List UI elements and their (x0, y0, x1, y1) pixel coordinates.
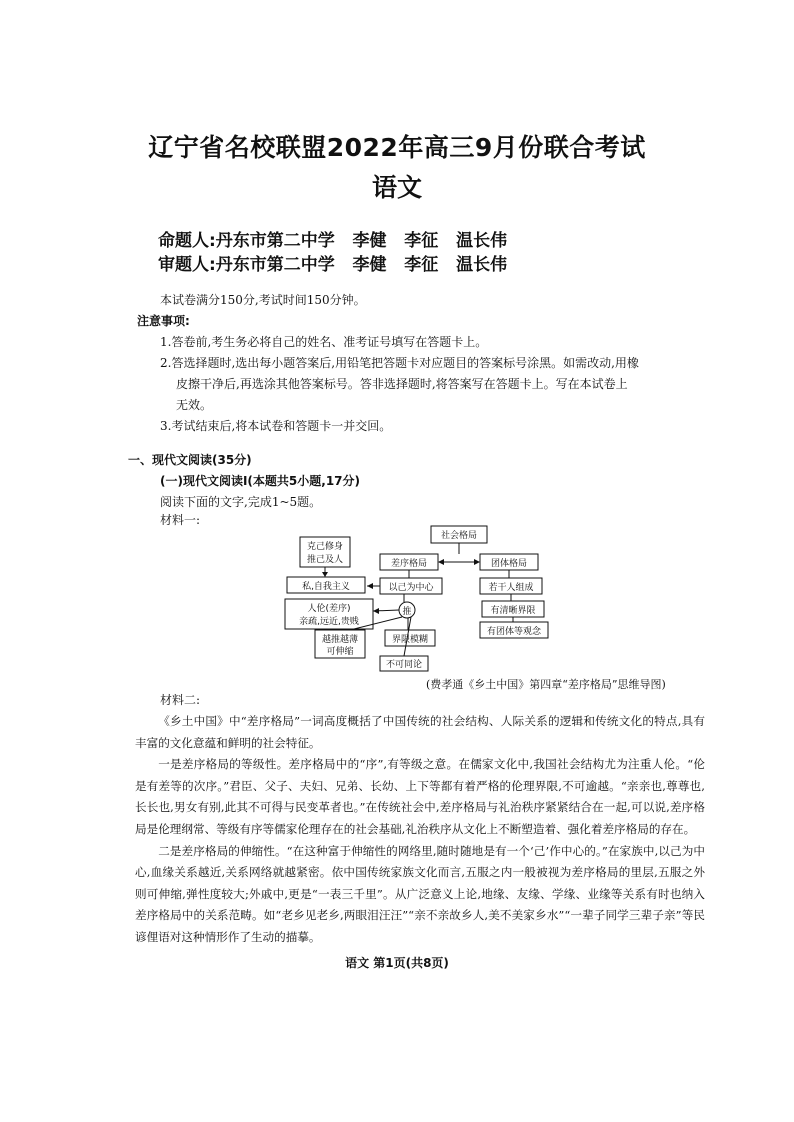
exam-info: 本试卷满分150分,考试时间150分钟。 (160, 293, 366, 307)
diagram-node-clear-boundary: 有清晰界限 (490, 606, 536, 616)
diagram-node-self-center: 以己为中心 (388, 583, 434, 593)
note-2: 2.答选择题时,选出每小题答案后,用铅笔把答题卡对应题目的答案标号涂黑。如需改动,用橡 (160, 356, 639, 370)
section-heading: 一、现代文阅读(35分) (128, 453, 252, 467)
material2-body (135, 711, 705, 949)
diagram-node-no-collective: 不可同论 (385, 660, 423, 670)
material2-label: 材料二: (160, 693, 201, 707)
diagram-node-group: 团体格局 (490, 559, 528, 569)
instruction: 阅读下面的文字,完成1~5题。 (160, 495, 322, 509)
diagram-node-equal-concept: 有团体等观念 (486, 627, 542, 637)
page-footer: 语文 第1页(共8页) (345, 956, 449, 970)
exam-title: 辽宁省名校联盟2022年高三9月份联合考试 (148, 133, 646, 162)
diagram-caption: (费孝通《乡土中国》第四章“差序格局”思维导图) (426, 678, 666, 691)
diagram-node-stretch-1: 越推越薄 (321, 635, 359, 645)
note-1: 1.答卷前,考生务必将自己的姓名、准考证号填写在答题卡上。 (160, 335, 488, 349)
material2-paragraph-2: 一是差序格局的等级性。差序格局中的“序”,有等级之意。在儒家文化中,我国社会结构尤为注重人伦。“伦是有差等的次序。”君臣、父子、夫妇、兄弟、长幼、上下等都有着严格的伦理界限,不可逾越。“亲亲也,尊尊也,长长也,男女有别,此其不可得与民变革者也。”在传统社会中,差序格局与礼治秩序紧紧结合在一起,可以说,差序格局是伦理纲常、等级有序等儒家伦理存在的社会基础,礼治秩序从文化上不断塑造着、强化着差序格局的存在。 (135, 757, 705, 836)
mind-map-diagram (280, 525, 580, 673)
material1-label: 材料一: (160, 513, 201, 527)
diagram-node-self-cultivation-1: 克己修身 (306, 542, 344, 552)
note-3: 3.考试结束后,将本试卷和答题卡一并交回。 (160, 419, 392, 433)
diagram-node-blurry-boundary: 界限模糊 (391, 635, 429, 645)
subject-title: 语文 (371, 173, 422, 202)
notes-heading: 注意事项: (137, 314, 190, 328)
setter-line: 命题人:丹东市第二中学 李健 李征 温长伟 (158, 231, 508, 251)
reviewer-line: 审题人:丹东市第二中学 李健 李征 温长伟 (158, 255, 508, 275)
material2-paragraph-3: 二是差序格局的伸缩性。“在这种富于伸缩性的网络里,随时随地是有一个‘己’作中心的。”在家族中,以己为中心,血缘关系越近,关系网络就越紧密。依中国传统家族文化而言,五服之内一般被视为差序格局的里层,五服之外则可伸缩,弹性度较大;外戚中,更是“一表三千里”。从广泛意义上论,地缘、友缘、学缘、业缘等关系有时也纳入差序格局中的关系范畴。如“老乡见老乡,两眼泪汪汪”“亲不亲故乡人,美不美家乡水”“一辈子同学三辈子亲”等民谚俚语对这种情形作了生动的描摹。 (135, 843, 705, 944)
diagram-node-ethics-1: 人伦(差序) (307, 604, 351, 614)
diagram-node-push: 推 (402, 607, 412, 617)
material2-paragraph-1: 《乡土中国》中“差序格局”一词高度概括了中国传统的社会结构、人际关系的逻辑和传统文化的特点,具有丰富的文化意蕴和鲜明的社会特征。 (135, 714, 705, 750)
diagram-node-self-cultivation-2: 推己及人 (306, 555, 344, 565)
diagram-node-differential: 差序格局 (390, 559, 428, 569)
diagram-node-ethics-2: 亲疏,远近,贵贱 (299, 617, 359, 627)
diagram-node-selfish: 私,自我主义 (302, 582, 350, 592)
note-2-end: 无效。 (176, 398, 213, 412)
sub-heading: (一)现代文阅读Ⅰ(本题共5小题,17分) (160, 474, 361, 488)
diagram-top-label: 社会格局 (440, 531, 478, 541)
diagram-node-stretch-2: 可伸缩 (326, 647, 354, 657)
note-2-cont: 皮擦干净后,再选涂其他答案标号。答非选择题时,将答案写在答题卡上。写在本试卷上 (176, 377, 628, 391)
diagram-node-several-people: 若干人组成 (488, 583, 534, 593)
